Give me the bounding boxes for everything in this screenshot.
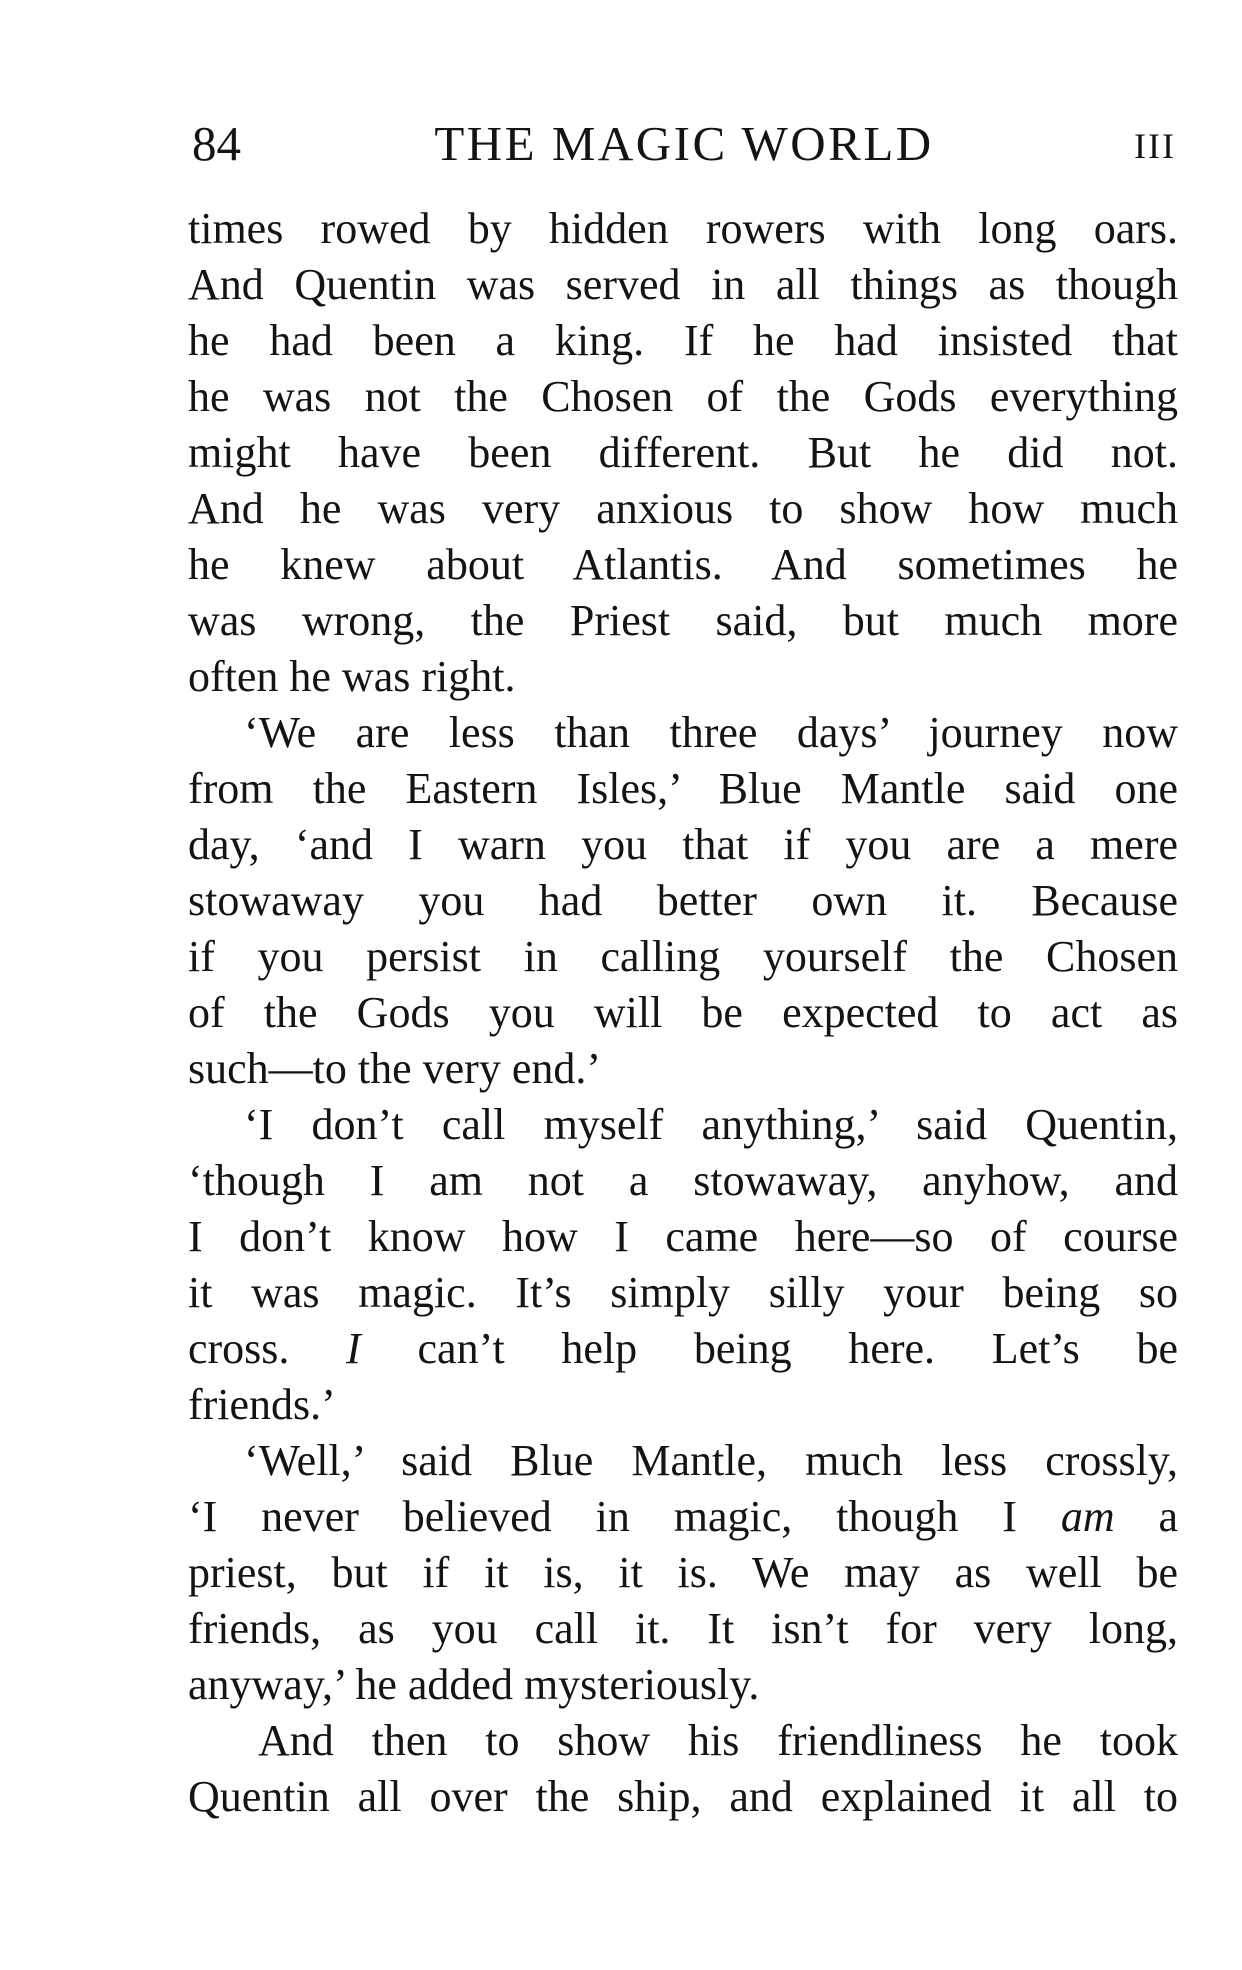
page-number: 84 <box>192 116 241 171</box>
text-line: he was not the Chosen of the Gods everything <box>188 372 1178 421</box>
book-title: THE MAGIC WORLD <box>434 116 934 171</box>
italic-emphasis: I <box>346 1324 361 1373</box>
text-line: he had been a king. If he had insisted that <box>188 316 1178 365</box>
text-line: such—to the very end.’ <box>188 1044 601 1093</box>
text-line: ‘though I am not a stowaway, anyhow, and <box>188 1156 1178 1205</box>
text-line: might have been different. But he did not. <box>188 428 1178 477</box>
text-line: of the Gods you will be expected to act as <box>188 988 1178 1037</box>
text-line: anyway,’ he added mysteriously. <box>188 1660 760 1709</box>
text-line: stowaway you had better own it. Because <box>188 876 1178 925</box>
paragraph-start-line: ‘We are less than three days’ journey now <box>244 708 1178 757</box>
text-line: it was magic. It’s simply silly your being so <box>188 1268 1178 1317</box>
text-line: from the Eastern Isles,’ Blue Mantle said one <box>188 764 1178 813</box>
text-line: Quentin all over the ship, and explained it all to <box>188 1772 1178 1821</box>
text-line: friends, as you call it. It isn’t for very long, <box>188 1604 1178 1653</box>
running-head <box>192 112 1176 176</box>
text-line: And Quentin was served in all things as though <box>188 260 1178 309</box>
text-line: if you persist in calling yourself the Chosen <box>188 932 1178 981</box>
paragraph-start-line: And then to show his friendliness he took <box>258 1716 1178 1765</box>
text-line: cross. I can’t help being here. Let’s be <box>188 1324 1178 1373</box>
text-line: often he was right. <box>188 652 516 701</box>
text-line: priest, but if it is, it is. We may as well be <box>188 1548 1178 1597</box>
text-line: was wrong, the Priest said, but much more <box>188 596 1178 645</box>
text-line: ‘I never believed in magic, though I am a <box>188 1492 1178 1541</box>
paragraph-start-line: ‘Well,’ said Blue Mantle, much less crossly, <box>244 1436 1178 1485</box>
italic-emphasis: am <box>1060 1492 1115 1541</box>
text-line: And he was very anxious to show how much <box>188 484 1178 533</box>
body-text <box>188 201 1178 1825</box>
text-line: he knew about Atlantis. And sometimes he <box>188 540 1178 589</box>
text-line: times rowed by hidden rowers with long oars. <box>188 204 1178 253</box>
text-line: I don’t know how I came here—so of course <box>188 1212 1178 1261</box>
text-line: day, ‘and I warn you that if you are a mere <box>188 820 1178 869</box>
chapter-number: III <box>1134 126 1176 166</box>
paragraph-start-line: ‘I don’t call myself anything,’ said Quentin, <box>244 1100 1178 1149</box>
text-line: friends.’ <box>188 1380 336 1429</box>
